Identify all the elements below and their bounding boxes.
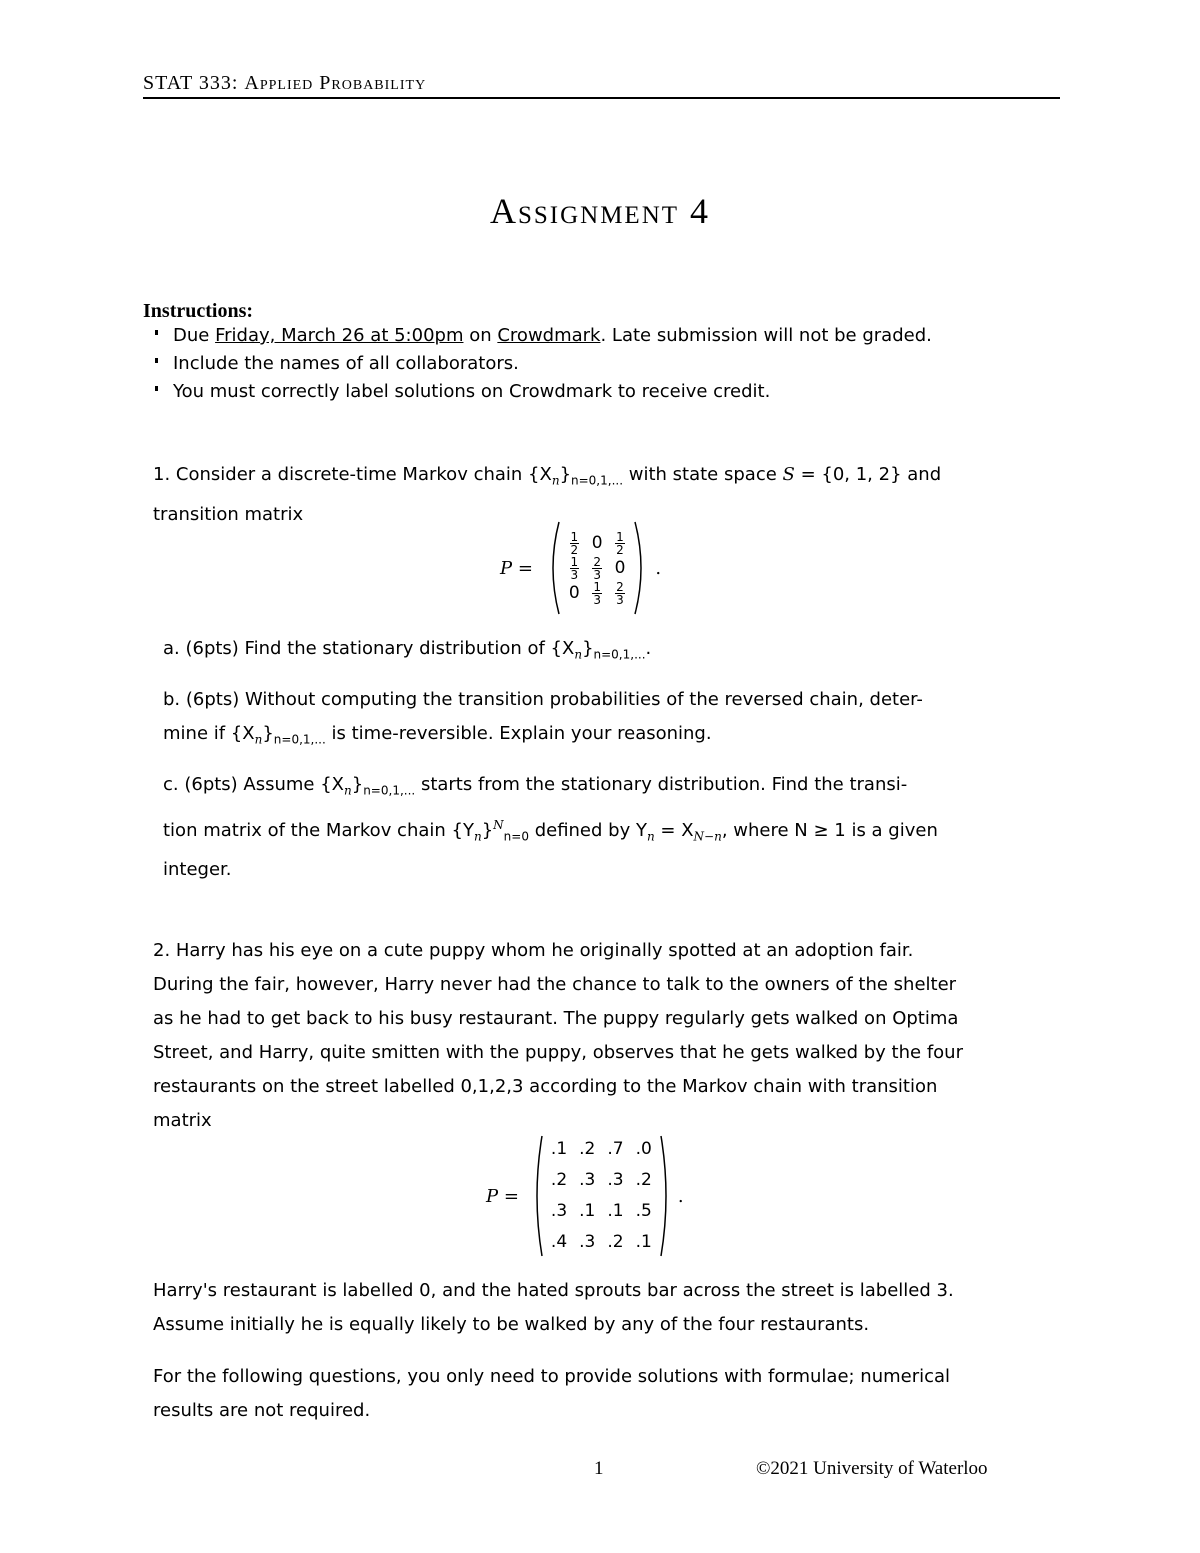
left-paren-icon [545,520,563,616]
header-rule [143,97,1060,99]
crowdmark-link[interactable]: Crowdmark [497,325,601,346]
q1-part-a: a. (6pts) Find the stationary distribution of $\{X_n\}_{n=0,1,...}$. [163,638,652,662]
course-code: STAT 333: [143,72,239,94]
right-paren-icon [631,520,649,616]
right-paren-icon [658,1134,672,1258]
left-paren-icon [531,1134,545,1258]
q1-intro: 1. Consider a discrete-time Markov chain $\{X_n\}_{n=0,1,...}$ with state space S = {0, 1, 2} and transition matrix [153,464,942,525]
q2-intro: 2. Harry has his eye on a cute puppy whom he originally spotted at an adoption fair. During the fair, however, Harry never had the chance to talk to the owners of the shelter as he had to get back to his busy restaurant. The puppy regularly gets walked on Optima Street, and Harry, quite smitten with the puppy, observes that he gets walked by the four restaurants on the street labelled 0,1,2,3 according to the Markov chain with transition matrix [153,940,963,1131]
q2-matrix: P = .1 .2 .7 .0 .2 .3 .3 .2 .3 .1 .1 .5 .4 .3 .2 .1 . [486,1132,684,1260]
copyright: ©2021 University of Waterloo [756,1458,988,1479]
running-header [143,72,1060,95]
q1-matrix: P = $\frac{1}{2}$ 0 $\frac{1}{2}$ $\frac{1}{3}$ $\frac{2}{3}$ 0 0 $\frac{1}{3}$ $\frac{2}{3}$ . [500,518,661,618]
q1-part-b: b. (6pts) Without computing the transition probabilities of the reversed chain, deter- mine if $\{X_n\}_{n=0,1,...}$ is time-reversible. Explain your reasoning. [163,689,923,747]
instructions-list [153,322,932,406]
due-date-link[interactable]: Friday, March 26 at 5:00pm [215,325,464,346]
q2-note: For the following questions, you only need to provide solutions with formulae; numerical results are not required. [153,1366,951,1421]
instruction-item: Due Friday, March 26 at 5:00pm on Crowdmark. Late submission will not be graded. [153,322,932,350]
course-title: Applied Probability [244,72,427,94]
instruction-item: Include the names of all collaborators. [153,350,932,378]
instructions-heading: Instructions: [143,300,254,322]
page-number: 1 [594,1458,604,1479]
page-title: Assignment 4 [489,191,711,231]
q1-part-c: c. (6pts) Assume $\{X_n\}_{n=0,1,...}$ starts from the stationary distribution. Find the transi- tion matrix of the Markov chain $\{Y_n\}^N_{n=0}$ defined by $Y_n = X_{N-n}$, where N ≥ 1 is a given integer. [163,774,938,881]
q2-after: Harry's restaurant is labelled 0, and the hated sprouts bar across the street is labelled 3. Assume initially he is equally likely to be walked by any of the four restaurants. [153,1280,954,1335]
instruction-item: You must correctly label solutions on Crowdmark to receive credit. [153,378,932,406]
